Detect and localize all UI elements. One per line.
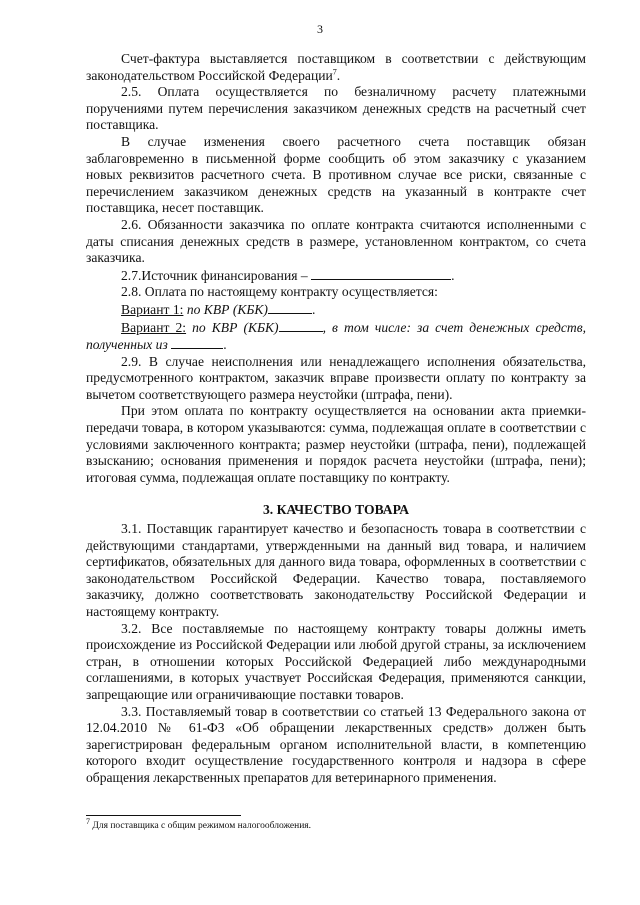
invoice-paragraph: Счет-фактура выставляется поставщиком в соответствии с действующим законодательством Российской Федерации$^7$.: [86, 51, 586, 83]
section-3-heading: 3. КАЧЕСТВО ТОВАРА: [262, 502, 410, 518]
clause-3-2: 3.2. Все поставляемые по настоящему контракту товары должны иметь происхождение из Российской Федерации или любой другой страны, за исключением стран, в отношении которых Российской Федерацией либо международными соглашениями, в которых участвует Российская Федерация, применяются санкции, запрещающие или ограничивающие поставки товаров.: [86, 620, 586, 702]
document-body: [86, 51, 586, 787]
footnote-reference: 7: [332, 67, 337, 77]
payment-variant-1: Вариант 1: по КВР (КБК) .: [121, 301, 316, 317]
variant-1-text: по КВР (КБК): [186, 301, 268, 317]
clause-3-1: 3.1. Поставщик гарантирует качество и безопасность товара в соответствии с действующими стандартами, утвержденными на данный вид товара, и наличием сертификатов, обязательных для данного вида товара, оформленных в соответствии с законодательством Российской Федерации. Качество товара, поставляемого заказчику, должно соответствовать законодательству Российской Федерации и настоящему контракту.: [86, 521, 586, 619]
page-number: 3: [317, 22, 323, 36]
footnote-divider: [86, 815, 241, 816]
clause-3-3: 3.3. Поставляемый товар в соответствии со статьей 13 Федерального закона от 12.04.2010 № 61-ФЗ «Об обращении лекарственных средств» должен быть зарегистрирован федеральным органом исполнительной власти, в компетенцию которого входит осуществление государственного контроля и надзора в сфере обращения лекарственных препаратов для ветеринарного применения.: [86, 703, 586, 785]
funding-source-blank: [311, 267, 451, 280]
variant-1-label: Вариант 1:: [121, 301, 184, 317]
invoice-text: Счет-фактура выставляется поставщиком в соответствии с действующим законодательством Российской Федерации: [86, 51, 586, 83]
variant-2-text: по КВР (КБК): [192, 319, 279, 335]
variant-2-source-blank: [171, 336, 223, 349]
clause-2-8: 2.8. Оплата по настоящему контракту осуществляется:: [121, 284, 438, 300]
clause-2-6: 2.6. Обязанности заказчика по оплате контракта считаются исполненными с даты списания денежных средств в размере, установленном контрактом, со счета заказчика.: [86, 216, 586, 266]
clause-2-5: 2.5. Оплата осуществляется по безналичному расчету платежными поручениями путем перечисления заказчиком денежных средств на расчетный счет поставщика.: [86, 84, 586, 133]
payment-variant-2: Вариант 2: по КВР (КБК) , в том числе: за счет денежных средств, полученных из .: [86, 319, 586, 353]
footnote-number: 7: [86, 816, 90, 826]
variant-2-blank: [279, 319, 323, 332]
acceptance-act-paragraph: При этом оплата по контракту осуществляется на основании акта приемки-передачи товара, в котором указываются: сумма, подлежащая оплате в соответствии с условиями заключенного контракта; размер неустойки (штрафа, пени), подлежащей взысканию; основания применения и порядок расчета неустойки (штрафа, пени); итоговая сумма, подлежащая оплате поставщику по контракту.: [86, 403, 586, 485]
clause-2-9: 2.9. В случае неисполнения или ненадлежащего исполнения обязательства, предусмотренного контрактом, заказчик вправе произвести оплату по контракту за вычетом соответствующего размера неустойки (штрафа, пени).: [86, 353, 586, 402]
funding-source-label: 2.7.Источник финансирования –: [121, 267, 308, 283]
account-change-paragraph: В случае изменения своего расчетного счета поставщик обязан заблаговременно в письменной форме сообщить об этом заказчику с указанием новых реквизитов расчетного счета. В противном случае все риски, связанные с перечислением заказчиком денежных средств на указанный в контракте счет поставщика, несет поставщик.: [86, 133, 586, 216]
variant-2-label: Вариант 2:: [121, 319, 187, 335]
variant-2-tail: , в том числе: за счет денежных средств, полученных из: [86, 319, 586, 353]
footnote: [86, 816, 312, 831]
variant-1-blank: [268, 301, 312, 314]
footnote-text: Для поставщика с общим режимом налогообложения.: [92, 821, 312, 831]
clause-2-7: 2.7.Источник финансирования – .: [121, 267, 455, 283]
